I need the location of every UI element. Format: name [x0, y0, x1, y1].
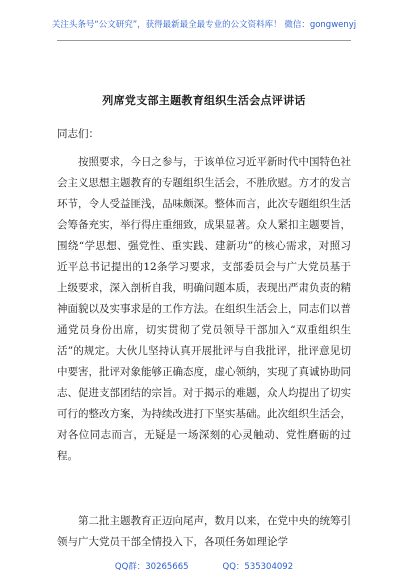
footer-qq-number: QQ：535304092 [222, 562, 294, 572]
body-paragraph-2: 第二批主题教育正迈向尾声，数月以来，在党中央的统筹引领与广大党员干部全情投入下，各项任务如理论学 [57, 515, 351, 548]
footer-qq-group: QQ群：30265665 [114, 562, 189, 572]
body-paragraph-1: 按照要求，今日之参与，于该单位习近平新时代中国特色社会主义思想主题教育的专题组织生活会，不胜欣慰。方才的发言环节，令人受益匪浅，品味颇深。整体而言，此次专题组织生活会筹备充实，举行得庄重细致，成果显著。众人紧扣主题要旨，围绕“学思想、强党性、重实践、建新功”的核心需求，对照习近平总书记提出的12条学习要求，支部委员会与广大党员基于上级要求，深入剖析自我，明确问题本质，表现出严肃负责的精神面貌以及实事求是的工作方法。在组织生活会上，同志们以普通党员身份出席，切实贯彻了党员领导干部加入“双重组织生活”的规定。大伙儿坚持认真开展批评与自我批评，批评意见切中要害，批评对象能够正确态度，虚心领纳，实现了真诚协助同志、促进支部团结的宗旨。对于揭示的难题，众人均提出了切实可行的整改方案，为持续改进打下坚实基础。此次组织生活会，对各位同志而言，无疑是一场深刻的心灵触动、党性磨砺的过程。 [57, 156, 351, 462]
document-title: 列席党支部主题教育组织生活会点评讲话 [102, 94, 306, 107]
header-divider [57, 40, 351, 41]
footer-contact [0, 560, 408, 572]
header-promo-note: 关注头条号“公文研究”，获得最新最全最专业的公文资料库！ 微信：gongwenyj [51, 20, 357, 30]
salutation: 同志们： [57, 128, 99, 140]
